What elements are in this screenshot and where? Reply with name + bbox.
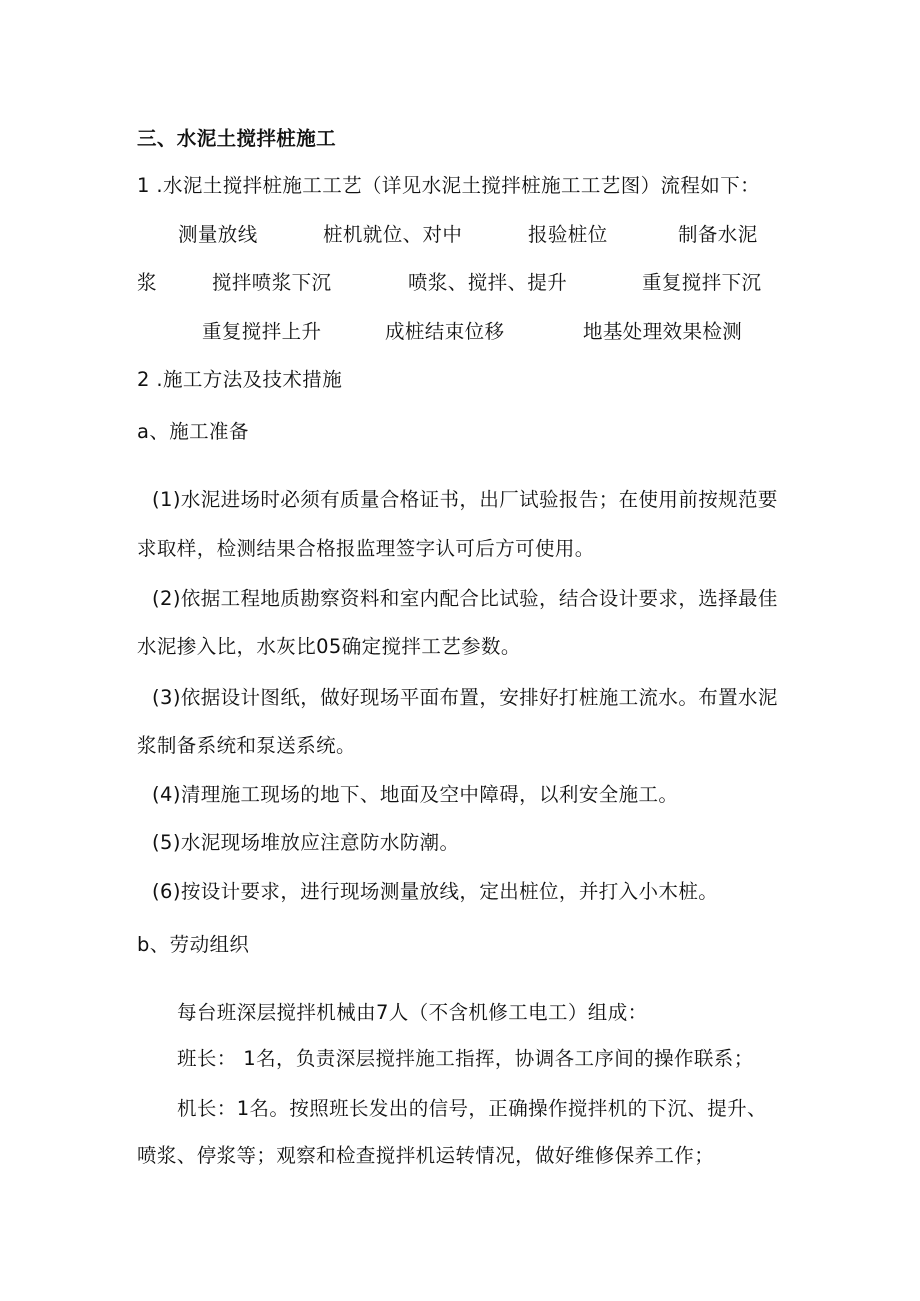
flow-step-mix-sink: 搅拌喷浆下沉 xyxy=(212,271,332,294)
section-a-p2-line1: (2)依据工程地质勘察资料和室内配合比试验，结合设计要求，选择最佳 xyxy=(152,587,778,610)
section-a-p3-line2: 浆制备系统和泵送系统。 xyxy=(137,734,356,757)
flow-step-spray-mix-lift: 喷浆、搅拌、提升 xyxy=(408,271,568,294)
section-a-p6: (6)按设计要求，进行现场测量放线，定出桩位，并打入小木桩。 xyxy=(152,880,719,903)
item2-heading: 2 .施工方法及技术措施 xyxy=(137,368,343,391)
section-b-p3-line2: 喷浆、停浆等；观察和检查搅拌机运转情况，做好维修保养工作； xyxy=(137,1144,715,1167)
flow-step-prepare-slurry: 制备水泥 xyxy=(678,223,758,246)
section-a-heading: a、施工准备 xyxy=(137,420,249,443)
section-b-p2: 班长： 1名，负责深层搅拌施工指挥，协调各工序间的操作联系； xyxy=(177,1047,754,1070)
section-a-p5: (5)水泥现场堆放应注意防水防潮。 xyxy=(152,831,460,854)
flow-step-survey: 测量放线 xyxy=(178,223,258,246)
section-b-p3-line1: 机长：1名。按照班长发出的信号，正确操作搅拌机的下沉、提升、 xyxy=(177,1097,767,1120)
item1-heading: 1 .水泥土搅拌桩施工工艺（详见水泥土搅拌桩施工工艺图）流程如下： xyxy=(137,174,761,197)
section-a-p1-line1: (1)水泥进场时必须有质量合格证书，出厂试验报告；在使用前按规范要 xyxy=(152,488,778,511)
flow-step-inspect-position: 报验桩位 xyxy=(528,223,608,246)
flow-step-finish-move: 成桩结束位移 xyxy=(385,320,505,343)
section-b-heading: b、劳动组织 xyxy=(137,933,250,956)
flow-step-prepare-slurry-cont: 浆 xyxy=(137,271,157,294)
flow-step-repeat-sink: 重复搅拌下沉 xyxy=(642,271,762,294)
section-a-p2-line2: 水泥掺入比，水灰比05确定搅拌工艺参数。 xyxy=(137,635,521,658)
section-title: 三、水泥土搅拌桩施工 xyxy=(137,127,337,150)
section-a-p4: (4)清理施工现场的地下、地面及空中障碍，以利安全施工。 xyxy=(152,783,679,806)
section-b-p1: 每台班深层搅拌机械由7人（不含机修工电工）组成： xyxy=(177,1001,648,1024)
flow-step-repeat-lift: 重复搅拌上升 xyxy=(202,320,322,343)
section-a-p3-line1: (3)依据设计图纸，做好现场平面布置，安排好打桩施工流水。布置水泥 xyxy=(152,686,778,709)
section-a-p1-line2: 求取样，检测结果合格报监理签字认可后方可使用。 xyxy=(137,537,595,560)
flow-step-position-rig: 桩机就位、对中 xyxy=(323,223,463,246)
flow-step-quality-test: 地基处理效果检测 xyxy=(583,320,743,343)
